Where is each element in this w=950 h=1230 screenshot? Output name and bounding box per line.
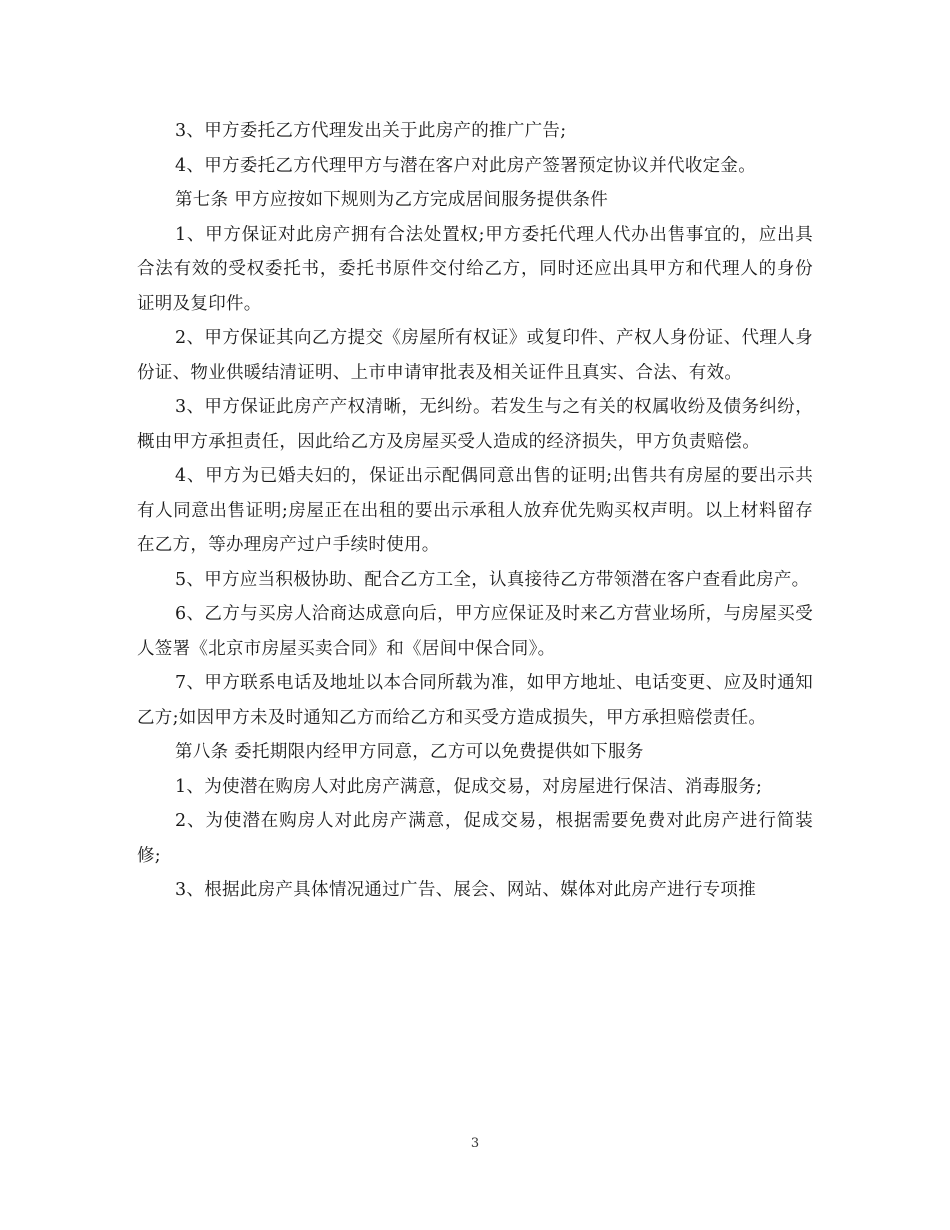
article-8-item-1: 1、为使潜在购房人对此房产满意，促成交易，对房屋进行保洁、消毒服务; — [175, 776, 763, 797]
article-7-item-6: 6、乙方与买房人洽商达成意向后，甲方应保证及时来乙方营业场所，与房屋买受人签署《北京市房屋买卖合同》和《居间中保合同》。 — [137, 604, 813, 659]
clause-item-3-advertising: 3、甲方委托乙方代理发出关于此房产的推广广告; — [175, 121, 567, 141]
article-7-item-7: 7、甲方联系电话及地址以本合同所载为准，如甲方地址、电话变更、应及时通知乙方;如因甲方未及时通知乙方而给乙方和买受方造成损失，甲方承担赔偿责任。 — [137, 673, 813, 728]
article-8-item-2: 2、为使潜在购房人对此房产满意，促成交易，根据需要免费对此房产进行简装修; — [137, 811, 813, 866]
article-7-heading: 第七条 甲方应按如下规则为乙方完成居间服务提供条件 — [175, 190, 609, 210]
article-7-item-5: 5、甲方应当积极协助、配合乙方工全，认真接待乙方带领潜在客户查看此房产。 — [175, 569, 810, 590]
page-number: 3 — [470, 1136, 480, 1151]
article-7-item-3: 3、甲方保证此房产产权清晰，无纠纷。若发生与之有关的权属收纷及债务纠纷，概由甲方承担责任，因此给乙方及房屋买受人造成的经济损失，甲方负责赔偿。 — [137, 397, 813, 452]
article-7-item-1: 1、甲方保证对此房产拥有合法处置权;甲方委托代理人代办出售事宜的，应出具合法有效的受权委托书，委托书原件交付给乙方，同时还应出具甲方和代理人的身份证明及复印件。 — [137, 224, 813, 314]
article-7-item-2: 2、甲方保证其向乙方提交《房屋所有权证》或复印件、产权人身份证、代理人身份证、物业供暖结清证明、上市申请审批表及相关证件且真实、合法、有效。 — [137, 328, 813, 383]
document-body — [137, 114, 813, 908]
article-8-heading: 第八条 委托期限内经甲方同意，乙方可以免费提供如下服务 — [175, 742, 644, 762]
article-8-item-3: 3、根据此房产具体情况通过广告、展会、网站、媒体对此房产进行专项推 — [175, 880, 757, 900]
article-7-item-4: 4、甲方为已婚夫妇的，保证出示配偶同意出售的证明;出售共有房屋的要出示共有人同意出售证明;房屋正在出租的要出示承租人放弃优先购买权声明。以上材料留存在乙方，等办理房产过户手续时使用。 — [137, 466, 813, 555]
clause-item-4-deposit: 4、甲方委托乙方代理甲方与潜在客户对此房产签署预定协议并代收定金。 — [175, 155, 757, 176]
